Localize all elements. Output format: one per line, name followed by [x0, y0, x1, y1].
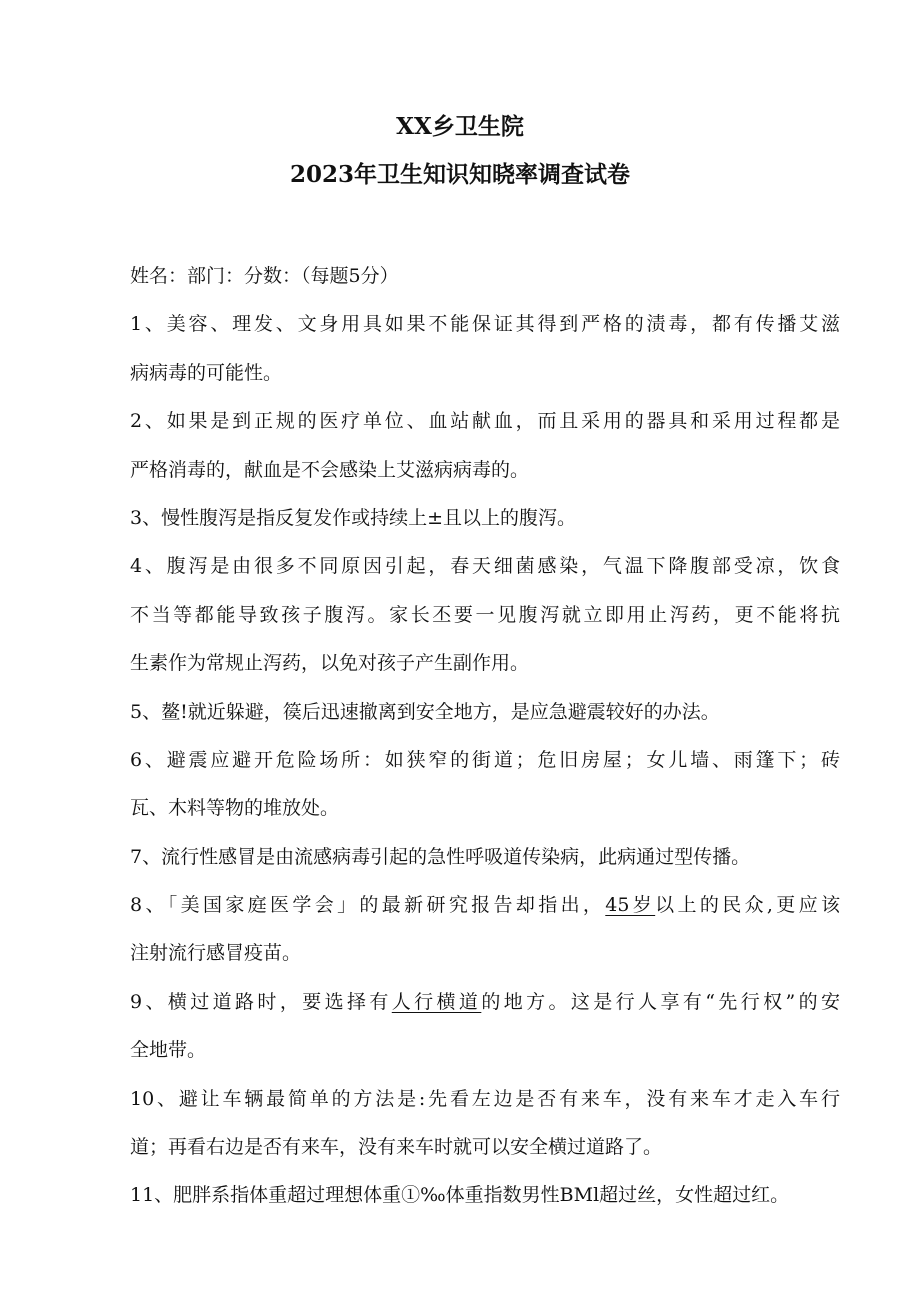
- question-8-text-a: 8、「美国家庭医学会」的最新研究报告却指出，: [130, 894, 606, 917]
- question-10-line-2: 道；再看右边是否有来车，没有来车时就可以安全横过道路了。: [130, 1136, 663, 1159]
- question-4-line-2: 不当等都能导致孩子腹泻。家长丕要一见腹泻就立即用止泻药，更不能将抗: [130, 603, 840, 626]
- question-4-line-3: 生素作为常规止泻药，以免对孩子产生副作用。: [130, 652, 530, 675]
- question-10-line-1: 10、避让车辆最简单的方法是:先看左边是否有来车，没有来车才走入车行: [130, 1087, 840, 1110]
- question-9-line-2: 全地带。: [130, 1039, 207, 1062]
- question-9-line-1: [130, 978, 840, 1026]
- question-9-text-b: 的地方。这是行人享有“先行权”的安: [481, 990, 840, 1013]
- question-7-line-1: 7、流行性感冒是由流感病毒引起的急性呼吸道传染病，此病通过型传播。: [130, 845, 751, 868]
- document-subtitle: 2023年卫生知识知晓率调查试卷: [289, 161, 630, 188]
- document-title: XX乡卫生院: [396, 113, 524, 140]
- question-1-line-1: 1、美容、理发、文身用具如果不能保证其得到严格的渍毒，都有传播艾滋: [130, 313, 840, 336]
- question-6-line-2: 瓦、木料等物的堆放处。: [130, 797, 340, 820]
- question-3-line-1: 3、慢性腹泻是指反复发作或持续上±且以上的腹泻。: [130, 506, 577, 529]
- question-4-line-1: 4、腹泻是由很多不同原因引起，春天细菌感染，气温下降腹部受凉，饮食: [130, 555, 840, 578]
- question-8-underlined-age: 45岁: [605, 894, 656, 917]
- question-6-line-1: 6、避震应避开危险场所：如狭窄的街道；危旧房屋；女儿墙、雨篷下；砖: [130, 748, 840, 771]
- question-2-line-1: 2、如果是到正规的医疗单位、血站献血，而且采用的器具和采用过程都是: [130, 410, 840, 433]
- question-5-line-1: 5、鳌!就近躲避，篌后迅速撤离到安全地方，是应急避震较好的办法。: [130, 700, 720, 723]
- question-8-line-2: 注射流行感冒疫苗。: [130, 942, 302, 965]
- question-11-line-1: 11、肥胖系指体重超过理想体重①‰体重指数男性BMl超过丝，女性超过红。: [130, 1184, 790, 1207]
- question-9-underlined-crosswalk: 人行横道: [391, 990, 482, 1013]
- document-body: [130, 252, 840, 1220]
- question-8-text-b: 以上的民众,更应该: [655, 894, 841, 917]
- question-9-text-a: 9、横过道路时，要选择有: [130, 990, 392, 1013]
- question-1-line-2: 病病毒的可能性。: [130, 361, 283, 384]
- info-line: 姓名：部门：分数：（每题5分）: [130, 265, 399, 287]
- question-8-line-1: [130, 881, 840, 929]
- question-2-line-2: 严格消毒的，献血是不会感染上艾滋病病毒的。: [130, 458, 530, 481]
